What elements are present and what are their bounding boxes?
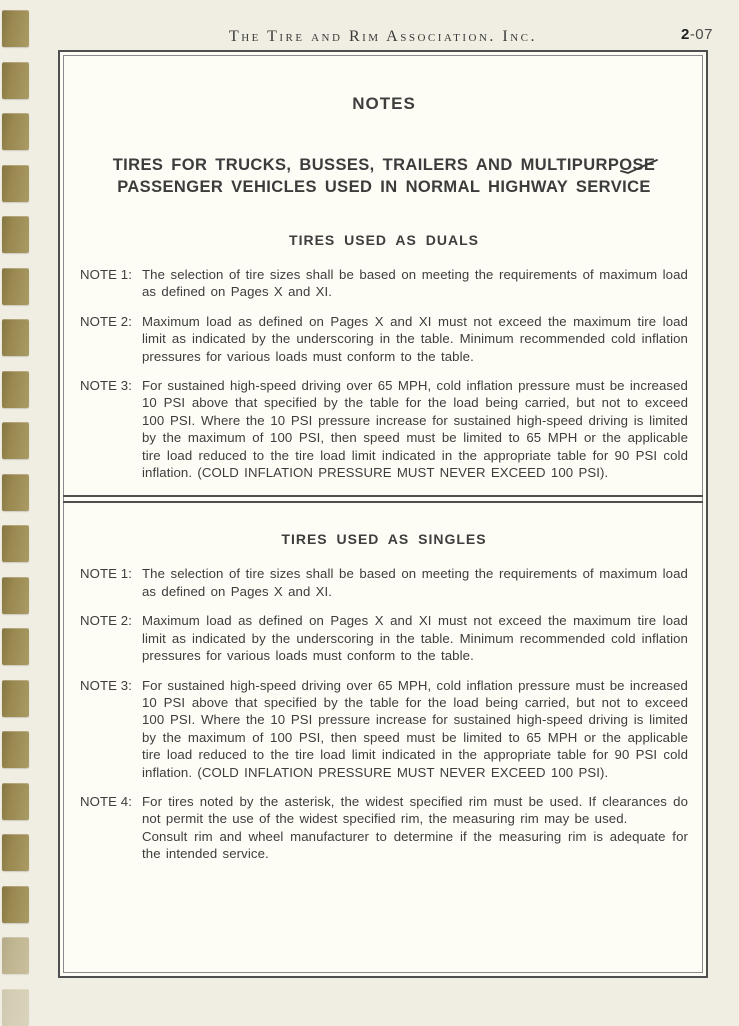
note-label: NOTE 1: <box>80 566 132 582</box>
binding-tab <box>2 371 29 408</box>
handwritten-checkmark-icon <box>618 156 660 176</box>
note-text: The selection of tire sizes shall be based on meeting the requirements of maximum load as defined on Pages X and XI. <box>142 267 688 300</box>
document-title-line2: PASSENGER VEHICLES USED IN NORMAL HIGHWAY SERVICE <box>117 178 651 196</box>
section-divider <box>63 495 703 503</box>
note-duals-3 <box>80 377 688 481</box>
note-label: NOTE 2: <box>80 313 132 329</box>
section-heading-duals: TIRES USED AS DUALS <box>289 232 479 248</box>
page-number-suffix: -07 <box>689 26 713 43</box>
note-label: NOTE 1: <box>80 267 132 282</box>
binding-tab <box>2 268 29 305</box>
note-singles-1 <box>80 565 688 600</box>
document-title-line1: TIRES FOR TRUCKS, BUSSES, TRAILERS AND MULTIPURPOSE <box>112 156 656 174</box>
binding-tab <box>2 319 29 356</box>
binding-tab <box>2 62 29 99</box>
binding-tab <box>2 165 29 202</box>
binding-tab <box>2 680 29 717</box>
notes-heading: NOTES <box>352 94 416 113</box>
binding-tab <box>2 577 29 614</box>
binding-tab <box>2 10 29 47</box>
singles-notes-list <box>80 565 688 862</box>
binding-tab <box>2 628 29 665</box>
binding-tab <box>2 422 29 459</box>
note-text-part2: Consult rim and wheel manufacturer to determine if the measuring rim is adequate for the intended service. <box>142 828 688 862</box>
binding-tab <box>2 113 29 150</box>
note-singles-4 <box>80 793 688 863</box>
note-label: NOTE 4: <box>80 793 132 809</box>
section-heading-singles: TIRES USED AS SINGLES <box>281 531 487 548</box>
page-content <box>64 56 702 972</box>
binding-tab <box>2 474 29 511</box>
binding-tab <box>2 886 29 923</box>
note-text: Maximum load as defined on Pages X and XI must not exceed the maximum tire load limit as indicated by the underscoring in the table. Minimum recommended cold inflation pressures for various loads must conform to the table. <box>142 613 688 664</box>
note-text: For sustained high-speed driving over 65 MPH, cold inflation pressure must be increased 10 PSI above that specified by the table for the load being carried, but not to exceed 100 PSI. Where the 10 PSI pressure increase for sustained high-speed driving is limited by the maximum of 100 PSI, then speed must be limited to 65 MPH or the applicable tire load reduced to the tire load limit indicated in the appropriate table for 90 PSI cold inflation. (COLD INFLATION PRESSURE MUST NEVER EXCEED 100 PSI). <box>142 378 688 481</box>
note-text: For sustained high-speed driving over 65 MPH, cold inflation pressure must be increased 10 PSI above that specified by the table for the load being carried, but not to exceed 100 PSI. Where the 10 PSI pressure increase for sustained high-speed driving is limited by the maximum of 100 PSI, then speed must be limited to 65 MPH or the applicable tire load reduced to the tire load limit indicated in the appropriate table for 90 PSI cold inflation. (COLD INFLATION PRESSURE MUST NEVER EXCEED 100 PSI). <box>142 677 688 780</box>
note-text: The selection of tire sizes shall be based on meeting the requirements of maximum load as defined on Pages X and XI. <box>142 566 688 599</box>
binding-tab <box>2 783 29 820</box>
duals-notes-list <box>80 266 688 481</box>
binding-tab <box>2 834 29 871</box>
binding-tab <box>2 525 29 562</box>
note-text-part1: For tires noted by the asterisk, the widest specified rim must be used. If clearances do not permit the use of the widest specified rim, the measuring rim may be used. <box>142 793 688 827</box>
document-title <box>80 154 688 198</box>
binding-tab <box>2 216 29 253</box>
page-frame <box>58 50 708 978</box>
note-duals-2 <box>80 313 688 365</box>
note-text: Maximum load as defined on Pages X and XI must not exceed the maximum tire load limit as indicated by the underscoring in the table. Minimum recommended cold inflation pressures for various loads must conform to the table. <box>142 313 688 364</box>
binding-tab <box>2 937 29 974</box>
running-head: The Tire and Rim Association. Inc. <box>228 28 538 45</box>
page-number <box>681 26 713 43</box>
note-label: NOTE 3: <box>80 378 132 394</box>
note-singles-3 <box>80 677 688 781</box>
note-label: NOTE 2: <box>80 613 132 629</box>
note-duals-1 <box>80 266 688 301</box>
note-singles-2 <box>80 612 688 664</box>
note-text <box>142 793 688 863</box>
binding-tab <box>2 989 29 1026</box>
page-number-section: 2 <box>680 26 690 43</box>
binding-tab <box>2 731 29 768</box>
note-label: NOTE 3: <box>80 677 132 693</box>
